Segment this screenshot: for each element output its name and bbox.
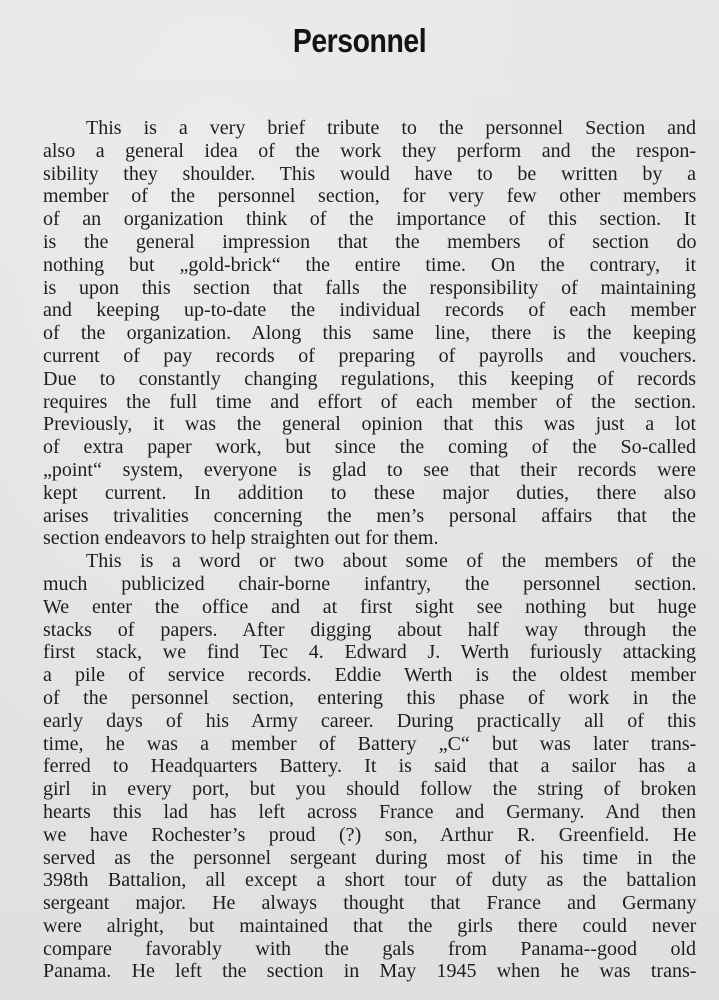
text-line: sergeant major. He always thought that France and Germany <box>43 892 697 915</box>
text-line: of the personnel section, entering this phase of work in the <box>43 686 697 709</box>
text-line: of extra paper work, but since the coming of the So-called <box>43 436 696 459</box>
text-line: of the organization. Along this same line, there is the keeping <box>43 322 696 345</box>
text-line: were alright, but maintained that the girls there could never <box>43 914 697 937</box>
text-line: first stack, we find Tec 4. Edward J. Werth furiously attacking <box>43 641 696 664</box>
text-line: nothing but „gold-brick“ the entire time. On the contrary, it <box>43 253 696 276</box>
text-line: much publicized chair-borne infantry, the personnel section. <box>43 572 697 595</box>
text-line: requires the full time and effort of each member of the section. <box>43 390 696 413</box>
text-line: sibility they shoulder. This would have to be written by a <box>43 162 696 185</box>
text-line: compare favorably with the gals from Panama--good old <box>43 937 696 960</box>
text-line: of an organization think of the importance of this section. It <box>43 208 696 231</box>
paragraph-1 <box>43 117 696 550</box>
text-line: served as the personnel sergeant during most of his time in the <box>43 846 696 869</box>
text-line: is the general impression that the members of section do <box>43 230 697 253</box>
text-line: arises trivalities concerning the men’s personal affairs that the <box>43 504 697 527</box>
text-line: is upon this section that falls the responsibility of maintaining <box>43 276 696 299</box>
text-line: „point“ system, everyone is glad to see that their records were <box>43 458 696 481</box>
text-line: early days of his Army career. During practically all of this <box>43 709 696 732</box>
text-line: stacks of papers. After digging about half way through the <box>43 618 697 641</box>
text-line: and keeping up-to-date the individual records of each member <box>43 299 696 322</box>
text-line: member of the personnel section, for very few other members <box>43 185 697 208</box>
page-title: Personnel <box>292 22 427 59</box>
text-line: current of pay records of preparing of payrolls and vouchers. <box>43 344 697 367</box>
text-line: We enter the office and at first sight see nothing but huge <box>43 595 697 618</box>
text-line: section endeavors to help straighten out for them. <box>43 527 439 550</box>
text-line: time, he was a member of Battery „C“ but was later trans- <box>43 732 697 755</box>
text-line: This is a very brief tribute to the personnel Section and <box>86 117 696 139</box>
article-body <box>43 117 696 983</box>
text-line: 398th Battalion, all except a short tour of duty as the battalion <box>43 869 697 892</box>
text-line: also a general idea of the work they perform and the respon- <box>43 139 696 162</box>
text-line: girl in every port, but you should follow the string of broken <box>43 778 697 801</box>
text-line: ferred to Headquarters Battery. It is said that a sailor has a <box>43 755 697 778</box>
text-line: we have Rochester’s proud (?) son, Arthur R. Greenfield. He <box>43 823 697 846</box>
text-line: kept current. In addition to these major duties, there also <box>43 481 696 504</box>
text-line: a pile of service records. Eddie Werth is the oldest member <box>43 664 696 687</box>
text-line: Panama. He left the section in May 1945 when he was trans- <box>43 960 697 983</box>
text-line: This is a word or two about some of the members of the <box>86 550 696 573</box>
text-line: Due to constantly changing regulations, this keeping of records <box>43 367 697 390</box>
paragraph-2 <box>43 550 696 983</box>
text-line: hearts this lad has left across France and Germany. And then <box>43 800 696 823</box>
text-line: Previously, it was the general opinion that this was just a lot <box>43 413 696 436</box>
